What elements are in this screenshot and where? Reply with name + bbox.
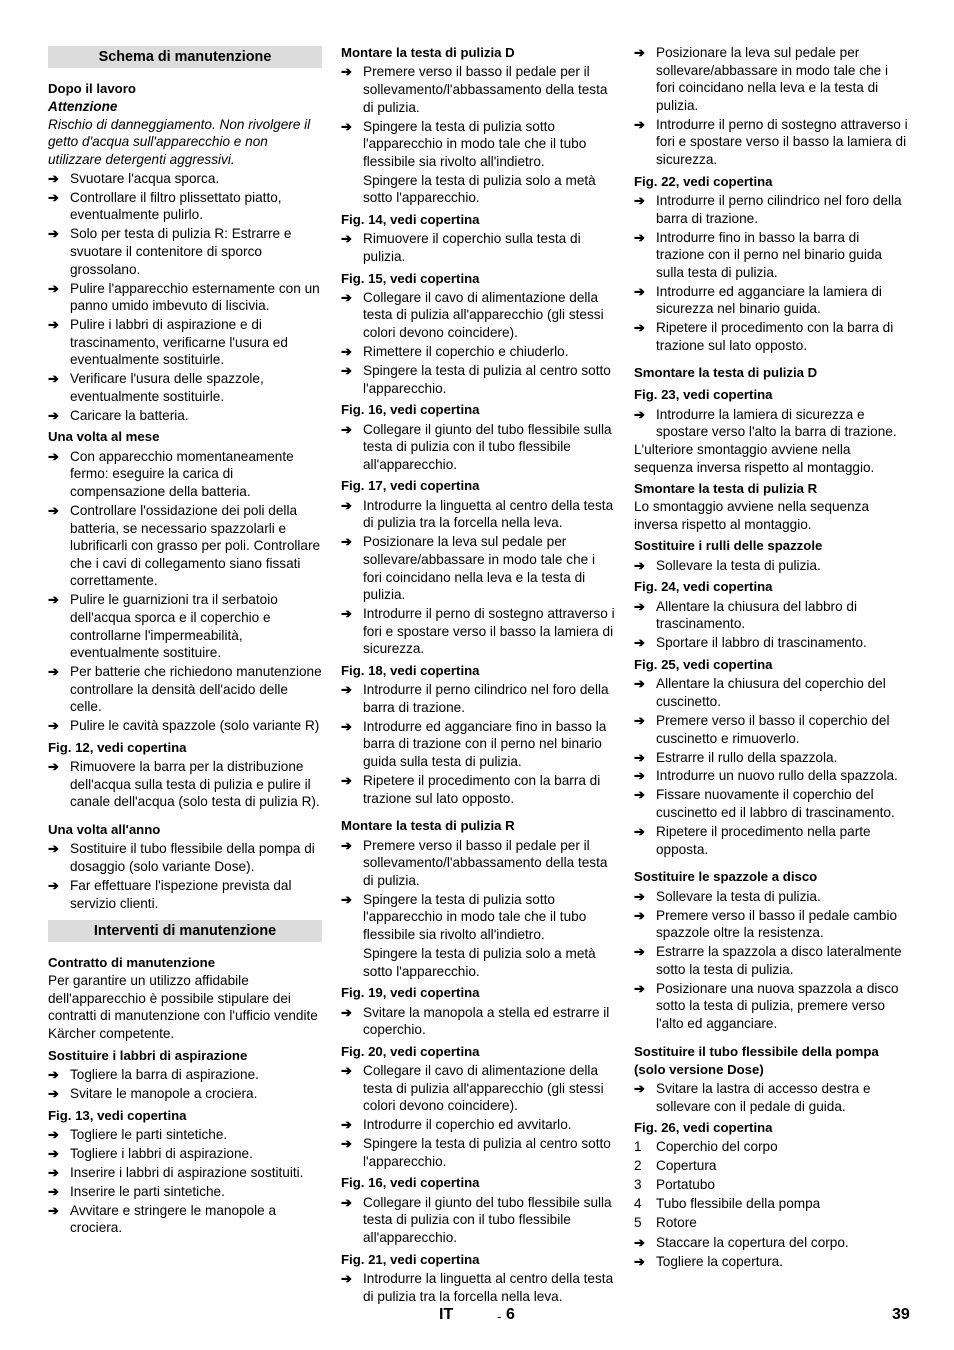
- caution-label: Attenzione: [48, 99, 118, 114]
- arrow-right-icon: ➔: [341, 1117, 352, 1133]
- arrow-right-icon: ➔: [634, 768, 645, 784]
- arrow-right-icon: ➔: [48, 1085, 59, 1101]
- step-item: [341, 343, 615, 361]
- arrow-right-icon: ➔: [341, 64, 352, 80]
- item-number: 4: [634, 1196, 642, 1212]
- step-item: [341, 289, 615, 342]
- step-item: [341, 1194, 615, 1247]
- arrow-right-icon: ➔: [48, 189, 59, 205]
- step-text: Posizionare la leva sul pedale per sollevare/abbassare in modo tale che i fori coincidano nella leva e la testa di pulizia.: [656, 45, 888, 113]
- step-item: [48, 448, 322, 501]
- arrow-right-icon: ➔: [48, 407, 59, 423]
- item-number: 2: [634, 1158, 642, 1174]
- subheading: Fig. 12, vedi copertina: [48, 739, 187, 755]
- step-item: [341, 681, 615, 716]
- arrow-right-icon: ➔: [48, 317, 59, 333]
- step-item: [634, 319, 908, 354]
- subheading: Fig. 16, vedi copertina: [341, 1175, 480, 1191]
- arrow-right-icon: ➔: [341, 891, 352, 907]
- step-text: Collegare il cavo di alimentazione della testa di pulizia all'apparecchio (gli stessi colori devono coincidere).: [363, 289, 604, 341]
- step-text: Estrarre la spazzola a disco lateralmente sotto la testa di pulizia.: [656, 944, 902, 977]
- step-text: Ripetere il procedimento con la barra di trazione sul lato opposto.: [363, 773, 601, 806]
- step-item: [48, 225, 322, 278]
- subheading: Sostituire i rulli delle spazzole: [634, 538, 823, 554]
- step-text: Solo per testa di pulizia R: Estrarre e svuotare il contenitore di sporco grossolano.: [70, 226, 292, 277]
- arrow-right-icon: ➔: [341, 344, 352, 360]
- subheading: Sostituire il tubo flessibile della pompa (solo versione Dose): [634, 1043, 879, 1077]
- step-text: Sollevare la testa di pulizia.: [656, 557, 821, 573]
- arrow-right-icon: ➔: [48, 1066, 59, 1082]
- arrow-right-icon: ➔: [48, 718, 59, 734]
- step-text: Togliere la copertura.: [656, 1253, 783, 1269]
- step-text: Svuotare l'acqua sporca.: [70, 170, 220, 186]
- arrow-right-icon: ➔: [341, 773, 352, 789]
- subheading: Sostituire i labbri di aspirazione: [48, 1047, 248, 1063]
- step-text: Rimuovere il coperchio sulla testa di pulizia.: [363, 231, 581, 264]
- paragraph: L'ulteriore smontaggio avviene nella sequenza inversa rispetto al montaggio.: [634, 442, 875, 475]
- step-item: [48, 1085, 322, 1103]
- step-text: Introdurre la linguetta al centro della testa di pulizia tra la forcella nella leva.: [363, 497, 614, 531]
- step-text: Posizionare la leva sul pedale per sollevare/abbassare in modo tale che i fori coincidano nella leva e la testa di pulizia.: [363, 534, 595, 603]
- arrow-right-icon: ➔: [341, 289, 352, 305]
- arrow-right-icon: ➔: [634, 980, 645, 996]
- step-text: Pulire l'apparecchio esternamente con un panno umido imbevuto di liscivia.: [70, 280, 320, 314]
- step-item: [341, 362, 615, 397]
- step-item: [341, 230, 615, 265]
- step-text: Con apparecchio momentaneamente fermo: eseguire la carica di compensazione della batteria.: [70, 448, 294, 499]
- subheading: Una volta al mese: [48, 429, 160, 445]
- step-text: Introdurre il perno cilindrico nel foro della barra di trazione.: [363, 682, 609, 715]
- step-item: [48, 316, 322, 369]
- subheading: Fig. 14, vedi copertina: [341, 211, 480, 227]
- step-note: Spingere la testa di pulizia solo a metà sotto l'apparecchio.: [363, 172, 596, 206]
- column-3: [634, 44, 908, 1270]
- arrow-right-icon: ➔: [634, 635, 645, 651]
- arrow-right-icon: ➔: [634, 192, 645, 208]
- step-text: Sportare il labbro di trascinamento.: [656, 635, 867, 651]
- subheading: Fig. 22, vedi copertina: [634, 173, 773, 189]
- step-text: Estrarre il rullo della spazzola.: [656, 749, 838, 765]
- subheading: Sostituire le spazzole a disco: [634, 869, 818, 885]
- arrow-right-icon: ➔: [341, 231, 352, 247]
- step-text: Pulire i labbri di aspirazione e di trascinamento, verificarne l'usura ed eventualmente sostituirle.: [70, 317, 288, 368]
- step-item: [634, 557, 908, 575]
- step-text: Per batterie che richiedono manutenzione controllare la densità dell'acido delle celle.: [70, 664, 322, 715]
- numbered-item: [634, 1194, 908, 1213]
- arrow-right-icon: ➔: [341, 1194, 352, 1210]
- numbered-item: [634, 1137, 908, 1156]
- step-item: [48, 407, 322, 425]
- subheading: Smontare la testa di pulizia R: [634, 481, 818, 497]
- step-item: [341, 891, 615, 944]
- step-text: Introdurre il perno cilindrico nel foro della barra di trazione.: [656, 192, 902, 226]
- step-text: Allentare la chiusura del coperchio del cuscinetto.: [656, 676, 886, 709]
- footer-total-page: 39: [892, 1306, 910, 1323]
- step-item: [48, 170, 322, 188]
- arrow-right-icon: ➔: [634, 712, 645, 728]
- subheading: Montare la testa di pulizia R: [341, 818, 515, 834]
- step-text: Spingere la testa di pulizia al centro sotto l'apparecchio.: [363, 1136, 611, 1169]
- arrow-right-icon: ➔: [634, 888, 645, 904]
- arrow-right-icon: ➔: [634, 116, 645, 132]
- step-text: Caricare la batteria.: [70, 407, 189, 423]
- step-item: [48, 591, 322, 661]
- paragraph: Per garantire un utilizzo affidabile dell'apparecchio è possibile stipulare dei contratti di manutenzione con l'ufficio vendite Kärcher competente.: [48, 973, 318, 1041]
- item-text: Coperchio del corpo: [656, 1139, 778, 1155]
- arrow-right-icon: ➔: [634, 824, 645, 840]
- step-item: [634, 406, 908, 441]
- arrow-right-icon: ➔: [48, 841, 59, 857]
- step-item: [341, 63, 615, 116]
- step-text: Inserire le parti sintetiche.: [70, 1183, 225, 1199]
- step-item: [341, 533, 615, 603]
- subheading: Fig. 20, vedi copertina: [341, 1043, 480, 1059]
- arrow-right-icon: ➔: [48, 280, 59, 296]
- step-text: Rimettere il coperchio e chiuderlo.: [363, 344, 569, 360]
- arrow-right-icon: ➔: [634, 749, 645, 765]
- subheading: Dopo il lavoro: [48, 81, 136, 96]
- step-item: [634, 749, 908, 767]
- step-item: [634, 192, 908, 227]
- subheading: Montare la testa di pulizia D: [341, 45, 515, 60]
- arrow-right-icon: ➔: [634, 907, 645, 923]
- caution-text: Rischio di danneggiamento. Non rivolgere il getto d'acqua sull'apparecchio e non utilizzare detergenti aggressivi.: [48, 116, 311, 167]
- arrow-right-icon: ➔: [341, 534, 352, 550]
- subheading: Fig. 17, vedi copertina: [341, 478, 480, 494]
- column-2: [341, 44, 615, 1305]
- step-item: [48, 717, 322, 735]
- step-text: Ripetere il procedimento nella parte opposta.: [656, 824, 871, 857]
- item-text: Tubo flessibile della pompa: [656, 1196, 821, 1212]
- subheading: Contratto di manutenzione: [48, 955, 216, 971]
- step-item: [341, 118, 615, 171]
- step-text: Controllare il filtro plissettato piatto, eventualmente pulirlo.: [70, 189, 282, 223]
- step-text: Staccare la copertura del corpo.: [656, 1234, 849, 1250]
- arrow-right-icon: ➔: [48, 502, 59, 518]
- arrow-right-icon: ➔: [634, 406, 645, 422]
- footer-language: IT: [439, 1306, 454, 1323]
- step-text: Introdurre il perno di sostegno attraverso i fori e spostare verso il basso la lamiera di sicurezza.: [656, 116, 908, 167]
- step-text: Collegare il giunto del tubo flessibile sulla testa di pulizia con il tubo flessibile all'apparecchio.: [363, 1194, 612, 1246]
- step-text: Spingere la testa di pulizia sotto l'apparecchio in modo tale che il tubo flessibile sia rivolto all'indietro.: [363, 118, 587, 169]
- step-text: Collegare il cavo di alimentazione della testa di pulizia all'apparecchio (gli stessi colori devono coincidere).: [363, 1063, 604, 1114]
- step-text: Spingere la testa di pulizia sotto l'apparecchio in modo tale che il tubo flessibile sia rivolto all'indietro.: [363, 891, 587, 942]
- step-text: Introdurre un nuovo rullo della spazzola.: [656, 768, 898, 784]
- step-item: [634, 767, 908, 785]
- arrow-right-icon: ➔: [341, 837, 352, 853]
- item-number: 3: [634, 1177, 642, 1193]
- subheading: Fig. 15, vedi copertina: [341, 270, 480, 286]
- step-text: Introdurre la linguetta al centro della testa di pulizia tra la forcella nella leva.: [363, 1271, 614, 1304]
- step-text: Togliere i labbri di aspirazione.: [70, 1145, 253, 1161]
- step-text: Pulire le cavità spazzole (solo variante R): [70, 718, 320, 734]
- step-item: [341, 1062, 615, 1115]
- step-item: [48, 370, 322, 405]
- arrow-right-icon: ➔: [48, 371, 59, 387]
- step-item: [48, 877, 322, 912]
- item-text: Rotore: [656, 1215, 697, 1231]
- step-text: Introdurre fino in basso la barra di trazione con il perno nel binario guida sulla testa di pulizia.: [656, 229, 882, 280]
- arrow-right-icon: ➔: [634, 45, 645, 60]
- subheading: Fig. 24, vedi copertina: [634, 579, 773, 595]
- arrow-right-icon: ➔: [48, 759, 59, 775]
- subheading: Fig. 19, vedi copertina: [341, 985, 480, 1001]
- footer-page-number: 6: [506, 1306, 515, 1323]
- arrow-right-icon: ➔: [48, 1145, 59, 1161]
- step-text: Introdurre il coperchio ed avvitarlo.: [363, 1117, 572, 1133]
- step-item: [48, 1164, 322, 1182]
- step-item: [634, 712, 908, 747]
- step-item: [634, 44, 908, 114]
- step-text: Allentare la chiusura del labbro di trascinamento.: [656, 598, 858, 632]
- step-item: [341, 1135, 615, 1170]
- step-text: Premere verso il basso il coperchio del cuscinetto e rimuoverlo.: [656, 712, 890, 746]
- arrow-right-icon: ➔: [341, 1063, 352, 1079]
- step-item: [341, 837, 615, 890]
- step-item: [634, 675, 908, 710]
- section-heading: Interventi di manutenzione: [48, 920, 322, 942]
- step-item: [634, 116, 908, 169]
- subheading: Smontare la testa di pulizia D: [634, 365, 818, 381]
- item-number: 1: [634, 1139, 642, 1155]
- step-item: [634, 283, 908, 318]
- item-text: Copertura: [656, 1158, 717, 1174]
- step-item: [48, 1183, 322, 1201]
- step-text: Introdurre la lamiera di sicurezza e spostare verso l'alto la barra di trazione.: [656, 406, 897, 440]
- step-item: [341, 1270, 615, 1305]
- step-text: Introdurre ed agganciare la lamiera di sicurezza nel binario guida.: [656, 283, 882, 317]
- arrow-right-icon: ➔: [634, 676, 645, 692]
- arrow-right-icon: ➔: [48, 878, 59, 894]
- step-item: [48, 758, 322, 811]
- step-item: [48, 1202, 322, 1237]
- subheading: Fig. 21, vedi copertina: [341, 1251, 480, 1267]
- subheading: Fig. 16, vedi copertina: [341, 402, 480, 418]
- step-item: [634, 598, 908, 633]
- arrow-right-icon: ➔: [48, 170, 59, 186]
- column-1: [48, 44, 322, 1237]
- numbered-item: [634, 1213, 908, 1232]
- step-text: Introdurre ed agganciare fino in basso la barra di trazione con il perno nel binario guida sulla testa di pulizia.: [363, 718, 607, 770]
- arrow-right-icon: ➔: [341, 718, 352, 734]
- arrow-right-icon: ➔: [48, 664, 59, 680]
- arrow-right-icon: ➔: [634, 1253, 645, 1269]
- step-item: [341, 421, 615, 474]
- numbered-item: [634, 1156, 908, 1175]
- step-item: [48, 1066, 322, 1084]
- step-item: [48, 189, 322, 224]
- step-item: [48, 1126, 322, 1144]
- step-item: [634, 1080, 908, 1115]
- step-item: [48, 280, 322, 315]
- section-heading: Schema di manutenzione: [48, 46, 322, 68]
- step-text: Verificare l'usura delle spazzole, eventualmente sostituirle.: [70, 371, 264, 404]
- step-text: Far effettuare l'ispezione prevista dal servizio clienti.: [70, 878, 292, 911]
- item-text: Portatubo: [656, 1177, 715, 1193]
- step-text: Sollevare la testa di pulizia.: [656, 888, 821, 904]
- arrow-right-icon: ➔: [48, 448, 59, 464]
- subheading: Fig. 23, vedi copertina: [634, 387, 773, 403]
- step-text: Svitare le manopole a crociera.: [70, 1085, 258, 1101]
- step-text: Pulire le guarnizioni tra il serbatoio dell'acqua sporca e il coperchio e controllarne l'impermeabilità, eventualmente sostituire.: [70, 592, 278, 661]
- step-item: [48, 1145, 322, 1163]
- step-item: [634, 634, 908, 652]
- step-text: Posizionare una nuova spazzola a disco sotto la testa di pulizia, premere verso l'alto ed agganciare.: [656, 980, 899, 1031]
- step-text: Fissare nuovamente il coperchio del cuscinetto ed il labbro di trascinamento.: [656, 787, 895, 821]
- step-item: [634, 943, 908, 978]
- step-item: [48, 502, 322, 590]
- arrow-right-icon: ➔: [48, 1126, 59, 1142]
- arrow-right-icon: ➔: [634, 229, 645, 245]
- paragraph: Lo smontaggio avviene nella sequenza inversa rispetto al montaggio.: [634, 499, 870, 532]
- arrow-right-icon: ➔: [634, 787, 645, 803]
- arrow-right-icon: ➔: [634, 944, 645, 960]
- step-item: [634, 786, 908, 821]
- step-text: Controllare l'ossidazione dei poli della batteria, se necessario spazzolarli e lubrificarli con grasso per poli. Controllare che i cavi di collegamento siano fissati correttamente.: [70, 502, 321, 589]
- arrow-right-icon: ➔: [48, 1183, 59, 1199]
- step-item: [634, 229, 908, 282]
- arrow-right-icon: ➔: [634, 598, 645, 614]
- step-item: [634, 907, 908, 942]
- arrow-right-icon: ➔: [634, 320, 645, 336]
- step-item: [341, 1004, 615, 1039]
- step-item: [341, 497, 615, 532]
- arrow-right-icon: ➔: [48, 1202, 59, 1218]
- step-text: Collegare il giunto del tubo flessibile sulla testa di pulizia con il tubo flessibile all'apparecchio.: [363, 421, 612, 472]
- arrow-right-icon: ➔: [341, 1271, 352, 1287]
- arrow-right-icon: ➔: [341, 118, 352, 134]
- item-number: 5: [634, 1215, 642, 1231]
- step-text: Sostituire il tubo flessibile della pompa di dosaggio (solo variante Dose).: [70, 841, 315, 875]
- subheading: Fig. 25, vedi copertina: [634, 656, 773, 672]
- arrow-right-icon: ➔: [48, 592, 59, 608]
- step-item: [634, 980, 908, 1033]
- arrow-right-icon: ➔: [634, 1080, 645, 1096]
- arrow-right-icon: ➔: [341, 606, 352, 622]
- arrow-right-icon: ➔: [634, 283, 645, 299]
- subheading: Fig. 13, vedi copertina: [48, 1107, 187, 1123]
- step-text: Avvitare e stringere le manopole a crociera.: [70, 1202, 277, 1236]
- step-note: Spingere la testa di pulizia solo a metà sotto l'apparecchio.: [363, 945, 596, 979]
- step-text: Svitare la manopola a stella ed estrarre il coperchio.: [363, 1004, 610, 1038]
- footer-dash: -: [497, 1309, 502, 1324]
- numbered-item: [634, 1175, 908, 1194]
- step-item: [48, 840, 322, 875]
- arrow-right-icon: ➔: [48, 1164, 59, 1180]
- step-item: [341, 605, 615, 658]
- step-item: [341, 1116, 615, 1134]
- step-text: Premere verso il basso il pedale per il sollevamento/l'abbassamento della testa di pulizia.: [363, 64, 608, 115]
- step-text: Ripetere il procedimento con la barra di trazione sul lato opposto.: [656, 320, 894, 353]
- step-item: [341, 718, 615, 771]
- step-item: [634, 1234, 908, 1252]
- step-text: Inserire i labbri di aspirazione sostituiti.: [70, 1164, 304, 1180]
- step-text: Premere verso il basso il pedale per il sollevamento/l'abbassamento della testa di pulizia.: [363, 837, 608, 888]
- step-text: Introdurre il perno di sostegno attraverso i fori e spostare verso il basso la lamiera di sicurezza.: [363, 606, 615, 657]
- step-item: [634, 823, 908, 858]
- step-item: [634, 888, 908, 906]
- step-text: Togliere la barra di aspirazione.: [70, 1066, 259, 1082]
- arrow-right-icon: ➔: [341, 421, 352, 437]
- step-text: Spingere la testa di pulizia al centro sotto l'apparecchio.: [363, 363, 611, 396]
- step-text: Togliere le parti sintetiche.: [70, 1126, 228, 1142]
- subheading: Fig. 26, vedi copertina: [634, 1120, 773, 1136]
- step-item: [48, 663, 322, 716]
- arrow-right-icon: ➔: [341, 363, 352, 379]
- arrow-right-icon: ➔: [341, 1004, 352, 1020]
- step-item: [341, 772, 615, 807]
- step-text: Rimuovere la barra per la distribuzione dell'acqua sulla testa di pulizia e pulire il canale dell'acqua (solo testa di pulizia R).: [70, 759, 320, 810]
- step-item: [634, 1253, 908, 1271]
- subheading: Una volta all'anno: [48, 822, 161, 838]
- subheading: Fig. 18, vedi copertina: [341, 662, 480, 678]
- arrow-right-icon: ➔: [634, 1234, 645, 1250]
- arrow-right-icon: ➔: [341, 1136, 352, 1152]
- arrow-right-icon: ➔: [48, 226, 59, 242]
- arrow-right-icon: ➔: [341, 497, 352, 513]
- step-text: Premere verso il basso il pedale cambio spazzole oltre la resistenza.: [656, 907, 898, 941]
- arrow-right-icon: ➔: [634, 557, 645, 573]
- arrow-right-icon: ➔: [341, 682, 352, 698]
- step-text: Svitare la lastra di accesso destra e sollevare con il pedale di guida.: [656, 1080, 871, 1114]
